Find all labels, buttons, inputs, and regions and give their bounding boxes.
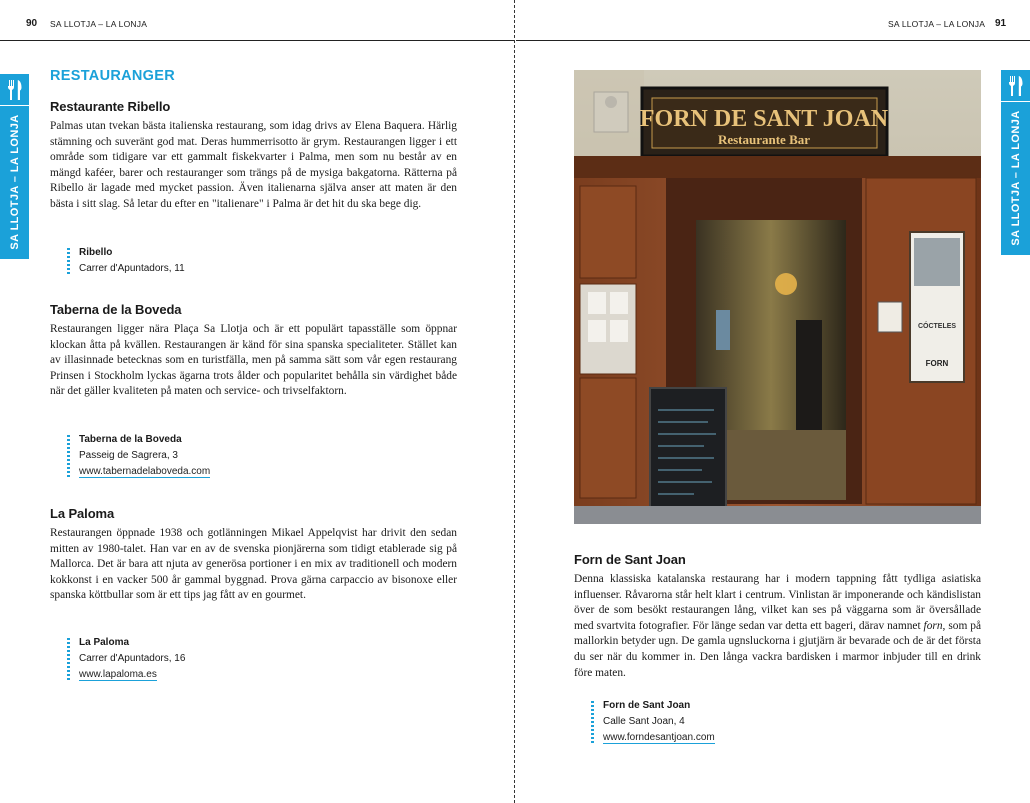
restaurant-entry bbox=[50, 302, 457, 400]
info-bar bbox=[591, 701, 594, 743]
restaurant-description: Palmas utan tvekan bästa italienska restaurang, som idag drivs av Elena Baquera. Härlig stämning och suveränt god mat. Deras hummerrisotto är grym. Restaurangen ligger i ett område som tidigare var ett gammalt fiskekvarter i Palma, men som nu består av en mängd kaféer, barer och restauranger som trängs på de mysiga bakgatorna. Rätterna på Ribello är lagade med mycket passion. Även italienarna själva anser att maten är den bästa i sitt slag. Så letar du efter en "italienare" i Palma är det hit du ska bege dig. bbox=[50, 120, 457, 210]
running-head: SA LLOTJA – LA LONJA bbox=[888, 19, 986, 29]
page-number: 90 bbox=[26, 18, 38, 29]
restaurant-entry bbox=[50, 99, 457, 213]
info-link[interactable]: www.tabernadelaboveda.com bbox=[79, 466, 211, 477]
info-box bbox=[591, 698, 715, 746]
info-bar bbox=[67, 638, 70, 680]
info-bar bbox=[67, 435, 70, 477]
running-head: SA LLOTJA – LA LONJA bbox=[50, 19, 148, 29]
restaurant-entry bbox=[574, 552, 981, 681]
side-tab bbox=[0, 74, 29, 259]
info-address: Carrer d'Apuntadors, 11 bbox=[79, 263, 185, 274]
fork-knife-icon bbox=[1001, 70, 1030, 102]
info-link[interactable]: www.forndesantjoan.com bbox=[603, 732, 715, 743]
restaurant-description: Denna klassiska katalanska restaurang har i modern tappning fått tydliga asiatiska influenser. Råvarorna står helt klart i centrum. Vinlistan är imponerande och kändislistan över de som besökt restaurangen lång, vilket kan ses på väggarna som är översållade med svartvita fotografier. För länge sedan var detta ett bageri, därav namnet forn, som på mallorkin betyder ugn. De gamla ugnsluckorna i gjutjärn är bevarade och de är det första du ser när du kommer in. Den långa vackra bardisken i marmor inbjuder till en drink före maten. bbox=[574, 573, 981, 679]
info-address: Passeig de Sagrera, 3 bbox=[79, 450, 178, 461]
restaurant-entry bbox=[50, 506, 457, 604]
info-bar bbox=[67, 248, 70, 274]
info-link[interactable]: www.lapaloma.es bbox=[79, 669, 157, 680]
side-tab-label: SA LLOTJA – LA LONJA bbox=[1009, 110, 1022, 246]
page-number: 91 bbox=[995, 18, 1007, 29]
restaurant-name: Taberna de la Boveda bbox=[50, 302, 182, 317]
sign-sub-text: Restaurante Bar bbox=[717, 132, 811, 147]
info-name: Ribello bbox=[79, 247, 113, 258]
info-name: La Paloma bbox=[79, 637, 130, 648]
restaurant-photo bbox=[574, 70, 981, 524]
info-box bbox=[67, 432, 210, 480]
left-header bbox=[0, 0, 514, 41]
restaurant-name: La Paloma bbox=[50, 506, 115, 521]
side-tab bbox=[1001, 70, 1030, 255]
info-address: Calle Sant Joan, 4 bbox=[603, 716, 685, 727]
info-name: Taberna de la Boveda bbox=[79, 434, 182, 445]
section-title: RESTAURANGER bbox=[50, 68, 175, 84]
side-tab-label: SA LLOTJA – LA LONJA bbox=[8, 114, 21, 250]
info-name: Forn de Sant Joan bbox=[603, 700, 691, 711]
fork-knife-icon bbox=[0, 74, 29, 106]
restaurant-description: Restaurangen öppnade 1938 och gotlänningen Mikael Appelqvist har drivit den sedan mitten av 1980-talet. Han var en av de svenska pionjärerna som tidigt etablerade sig på Mallorca. Det är bara att njuta av generösa portioner i en mix av traditionell och modern kokkonst i en vacker 500 år gammal byggnad. Prova gärna carpaccio av bisonoxe eller spanska köttbullar som är ett tips jag fått av en gourmet. bbox=[50, 527, 457, 602]
restaurant-name: Restaurante Ribello bbox=[50, 99, 171, 114]
poster-word: CÓCTELES bbox=[917, 323, 957, 330]
restaurant-name: Forn de Sant Joan bbox=[574, 552, 686, 567]
info-box bbox=[67, 635, 185, 683]
restaurant-description: Restaurangen ligger nära Plaça Sa Llotja och är ett populärt tapasställe som öppnar klockan åtta på kvällen. Restaurangen är känd för sina spanska specialiteter. Stället kan av illasinnade betecknas som en turistfälla, men på samma sätt som vår egen restaurang Prinsen i Stockholm lyckas ägarna trots ålder och popularitet behålla sin värdighet både när det gäller kvaliteten på maten och service- och trivselfaktorn. bbox=[50, 323, 457, 398]
info-address: Carrer d'Apuntadors, 16 bbox=[79, 653, 186, 664]
sign-main-text: FORN DE SANT JOAN bbox=[639, 106, 889, 132]
info-box bbox=[67, 245, 185, 277]
poster-brand: FORN bbox=[925, 359, 949, 368]
right-header bbox=[516, 0, 1030, 41]
